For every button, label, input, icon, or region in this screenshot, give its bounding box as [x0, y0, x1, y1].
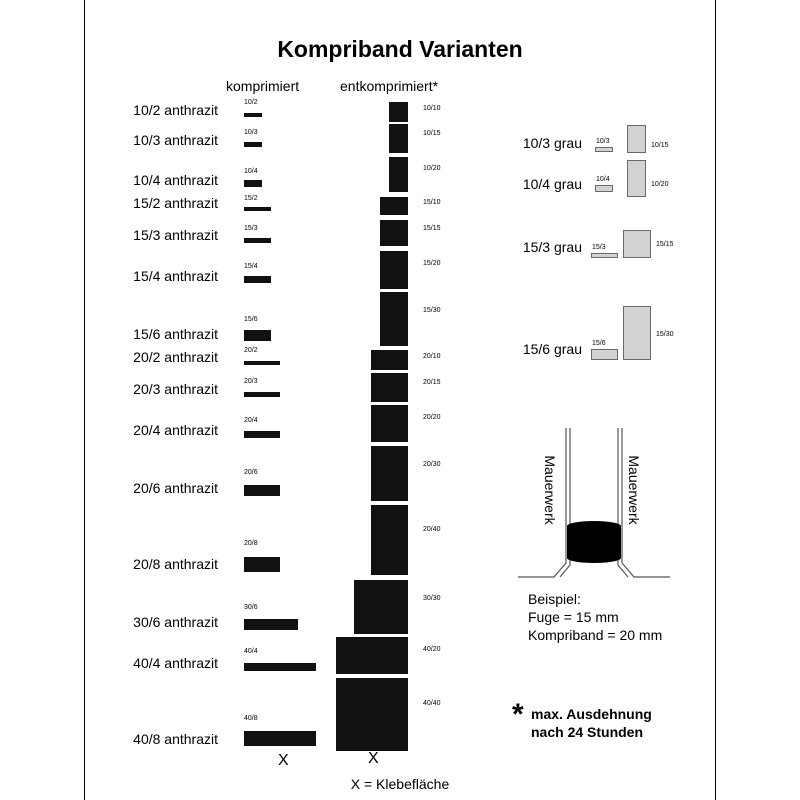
- compressed-tape: [244, 619, 298, 630]
- uncompressed-label: 15/30: [423, 307, 441, 314]
- uncompressed-label: 15/10: [423, 199, 441, 206]
- uncompressed-label: 10/20: [423, 165, 441, 172]
- compressed-tape: [244, 180, 262, 187]
- uncompressed-label: 40/20: [423, 646, 441, 653]
- compressed-tape: [244, 663, 316, 671]
- compressed-tape: [244, 485, 280, 496]
- uncompressed-label: 30/30: [423, 595, 441, 602]
- uncompressed-label: 20/10: [423, 353, 441, 360]
- header-uncompressed: entkomprimiert*: [340, 78, 439, 94]
- footnote-line-2: nach 24 Stunden: [531, 724, 644, 740]
- variant-name: 20/4 anthrazit: [133, 422, 218, 438]
- example-line-2: Fuge = 15 mm: [528, 609, 619, 625]
- legend-adhesive: X = Klebefläche: [350, 776, 450, 792]
- grau-uncompressed-label: 10/20: [651, 181, 669, 188]
- grau-compressed-tape: [591, 349, 618, 360]
- uncompressed-label: 10/15: [423, 130, 441, 137]
- uncompressed-tape: [354, 580, 408, 634]
- grau-uncompressed-label: 10/15: [651, 142, 669, 149]
- uncompressed-label: 20/40: [423, 526, 441, 533]
- compressed-tape: [244, 276, 271, 283]
- compressed-tape: [244, 330, 271, 341]
- variant-name: 10/4 anthrazit: [133, 172, 218, 188]
- uncompressed-label: 40/40: [423, 700, 441, 707]
- example-line-1: Beispiel:: [528, 591, 581, 607]
- grau-compressed-label: 10/4: [596, 176, 610, 183]
- grau-uncompressed-tape: [627, 160, 646, 197]
- compressed-tape: [244, 113, 262, 117]
- compressed-label: 10/4: [244, 168, 258, 175]
- compressed-label: 20/4: [244, 417, 258, 424]
- uncompressed-tape: [371, 350, 408, 370]
- grau-variant-name: 15/3 grau: [522, 239, 582, 255]
- compressed-tape: [244, 238, 271, 243]
- uncompressed-tape: [371, 373, 408, 402]
- compressed-label: 15/3: [244, 225, 258, 232]
- grau-compressed-tape: [591, 253, 618, 258]
- compressed-label: 15/2: [244, 195, 258, 202]
- uncompressed-tape: [389, 124, 408, 153]
- grau-compressed-tape: [595, 147, 613, 152]
- wall-label-right: Mauerwerk: [626, 455, 642, 525]
- compressed-label: 40/8: [244, 715, 258, 722]
- compressed-label: 40/4: [244, 648, 258, 655]
- example-note: [528, 590, 662, 644]
- uncompressed-label: 10/10: [423, 105, 441, 112]
- adhesive-mark-compressed: X: [278, 752, 289, 769]
- compressed-tape: [244, 361, 280, 365]
- uncompressed-tape: [389, 102, 408, 122]
- grau-uncompressed-label: 15/30: [656, 331, 674, 338]
- grau-uncompressed-tape: [623, 230, 651, 258]
- header-compressed: komprimiert: [226, 78, 300, 94]
- grau-variant-name: 10/3 grau: [522, 135, 582, 151]
- compressed-tape: [244, 731, 316, 746]
- uncompressed-tape: [371, 446, 408, 501]
- compressed-tape: [244, 207, 271, 211]
- compressed-tape: [244, 142, 262, 147]
- compressed-tape: [244, 392, 280, 397]
- grau-uncompressed-tape: [623, 306, 651, 360]
- uncompressed-tape: [389, 157, 408, 192]
- variant-name: 40/8 anthrazit: [133, 731, 218, 747]
- variant-name: 10/3 anthrazit: [133, 132, 218, 148]
- footnote-star: *: [512, 698, 524, 731]
- compressed-label: 20/2: [244, 347, 258, 354]
- uncompressed-label: 15/15: [423, 225, 441, 232]
- uncompressed-tape: [380, 220, 408, 246]
- variant-name: 40/4 anthrazit: [133, 655, 218, 671]
- grau-variant-name: 10/4 grau: [522, 176, 582, 192]
- compressed-tape: [244, 431, 280, 438]
- compressed-label: 15/6: [244, 316, 258, 323]
- grau-compressed-label: 15/3: [592, 244, 606, 251]
- uncompressed-tape: [380, 251, 408, 289]
- footnote-line-1: max. Ausdehnung: [531, 706, 652, 722]
- footnote-text: [531, 705, 652, 741]
- uncompressed-label: 20/20: [423, 414, 441, 421]
- variant-name: 20/3 anthrazit: [133, 381, 218, 397]
- variant-name: 20/8 anthrazit: [133, 556, 218, 572]
- grau-compressed-label: 15/6: [592, 340, 606, 347]
- compressed-tape: [244, 557, 280, 572]
- uncompressed-tape: [336, 678, 408, 751]
- adhesive-mark-uncompressed: X: [368, 750, 379, 767]
- uncompressed-tape: [380, 197, 408, 215]
- grau-compressed-label: 10/3: [596, 138, 610, 145]
- uncompressed-label: 20/30: [423, 461, 441, 468]
- compressed-label: 20/8: [244, 540, 258, 547]
- grau-uncompressed-label: 15/15: [656, 241, 674, 248]
- example-line-3: Kompriband = 20 mm: [528, 627, 663, 643]
- variant-name: 30/6 anthrazit: [133, 614, 218, 630]
- variant-name: 15/4 anthrazit: [133, 268, 218, 284]
- variant-name: 15/2 anthrazit: [133, 195, 218, 211]
- compressed-label: 30/6: [244, 604, 258, 611]
- tape-bottom: [567, 553, 621, 563]
- uncompressed-tape: [380, 292, 408, 346]
- installation-diagram: [510, 420, 680, 585]
- uncompressed-label: 15/20: [423, 260, 441, 267]
- variant-name: 10/2 anthrazit: [133, 102, 218, 118]
- uncompressed-tape: [371, 505, 408, 575]
- page-title: Kompriband Varianten: [277, 36, 523, 62]
- compressed-label: 15/4: [244, 263, 258, 270]
- grau-uncompressed-tape: [627, 125, 646, 153]
- uncompressed-label: 20/15: [423, 379, 441, 386]
- variant-name: 20/6 anthrazit: [133, 480, 218, 496]
- grau-compressed-tape: [595, 185, 613, 192]
- grau-variant-name: 15/6 grau: [522, 341, 582, 357]
- compressed-label: 10/2: [244, 99, 258, 106]
- uncompressed-tape: [371, 405, 408, 442]
- variant-name: 15/3 anthrazit: [133, 227, 218, 243]
- uncompressed-tape: [336, 637, 408, 674]
- variant-name: 15/6 anthrazit: [133, 326, 218, 342]
- compressed-label: 20/6: [244, 469, 258, 476]
- compressed-label: 20/3: [244, 378, 258, 385]
- compressed-label: 10/3: [244, 129, 258, 136]
- wall-label-left: Mauerwerk: [542, 455, 558, 525]
- variant-name: 20/2 anthrazit: [133, 349, 218, 365]
